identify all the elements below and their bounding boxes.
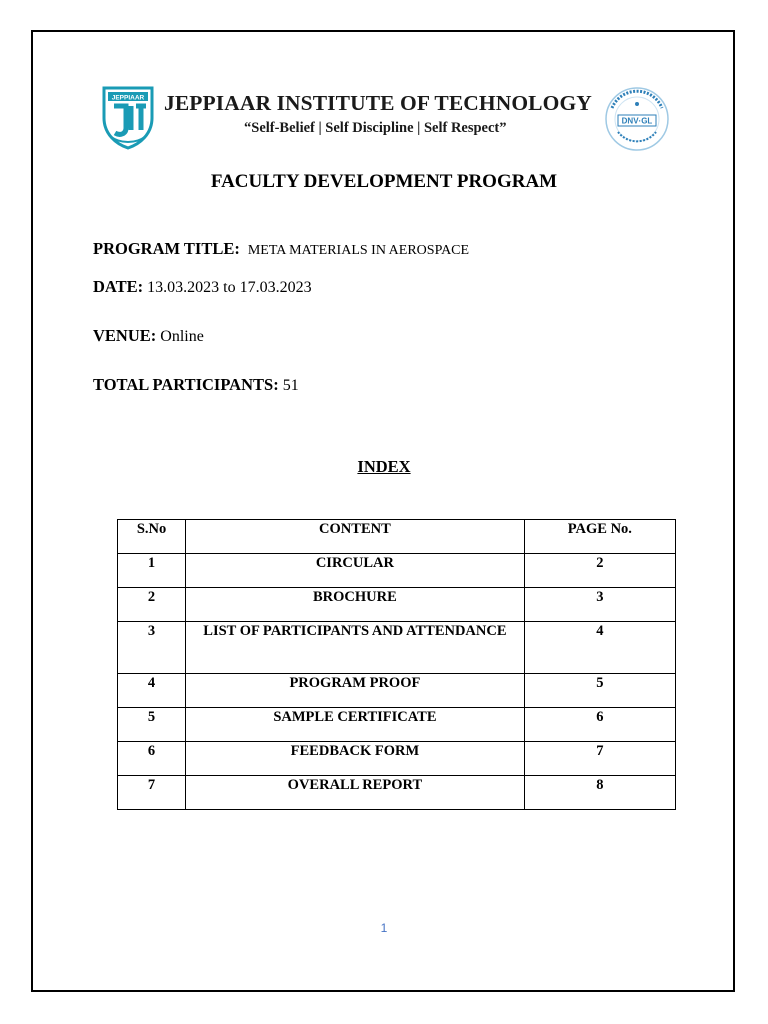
participants-value: 51 — [282, 377, 299, 394]
row-content: LIST OF PARTICIPANTS AND ATTENDANCE — [186, 622, 525, 674]
table-row — [118, 776, 676, 810]
table-row — [118, 674, 676, 708]
dnv-gl-seal-text: DNV·GL — [621, 116, 653, 126]
document-title: FACULTY DEVELOPMENT PROGRAM — [210, 171, 558, 192]
table-row — [118, 622, 676, 674]
program-title-field — [93, 239, 469, 259]
index-table — [117, 519, 676, 810]
page-number: 1 — [380, 921, 388, 935]
program-title-label: PROGRAM TITLE: — [93, 239, 240, 258]
date-value: 13.03.2023 to 17.03.2023 — [147, 279, 312, 296]
participants-field — [93, 375, 299, 395]
row-sno: 5 — [118, 708, 186, 742]
dnv-gl-certification-seal-icon — [598, 86, 676, 152]
date-field — [93, 277, 312, 297]
row-page: 7 — [524, 742, 675, 776]
row-sno: 6 — [118, 742, 186, 776]
row-sno: 7 — [118, 776, 186, 810]
venue-label: VENUE: — [93, 326, 157, 345]
column-header-page: PAGE No. — [524, 520, 675, 554]
venue-field — [93, 326, 204, 346]
index-table-header — [118, 520, 676, 554]
row-sno: 2 — [118, 588, 186, 622]
row-sno: 4 — [118, 674, 186, 708]
row-sno: 1 — [118, 554, 186, 588]
institute-motto: “Self-Belief | Self Discipline | Self Respect” — [244, 120, 507, 136]
row-content: CIRCULAR — [186, 554, 525, 588]
svg-text:JEPPIAAR: JEPPIAAR — [111, 94, 145, 102]
index-heading: INDEX — [357, 457, 411, 476]
jit-shield-logo-icon — [100, 84, 156, 150]
row-content: FEEDBACK FORM — [186, 742, 525, 776]
row-page: 6 — [524, 708, 675, 742]
row-content: SAMPLE CERTIFICATE — [186, 708, 525, 742]
row-page: 3 — [524, 588, 675, 622]
row-content: OVERALL REPORT — [186, 776, 525, 810]
column-header-content: CONTENT — [186, 520, 525, 554]
row-page: 8 — [524, 776, 675, 810]
row-content: BROCHURE — [186, 588, 525, 622]
venue-value: Online — [160, 328, 204, 345]
institute-name: JEPPIAAR INSTITUTE OF TECHNOLOGY — [164, 91, 592, 115]
row-page: 5 — [524, 674, 675, 708]
row-content: PROGRAM PROOF — [186, 674, 525, 708]
table-row — [118, 742, 676, 776]
table-row — [118, 554, 676, 588]
row-page: 4 — [524, 622, 675, 674]
row-sno: 3 — [118, 622, 186, 674]
program-title-value: META MATERIALS IN AEROSPACE — [247, 243, 470, 258]
table-row — [118, 708, 676, 742]
column-header-sno: S.No — [118, 520, 186, 554]
participants-label: TOTAL PARTICIPANTS: — [93, 375, 279, 394]
table-row — [118, 588, 676, 622]
row-page: 2 — [524, 554, 675, 588]
date-label: DATE: — [93, 277, 144, 296]
